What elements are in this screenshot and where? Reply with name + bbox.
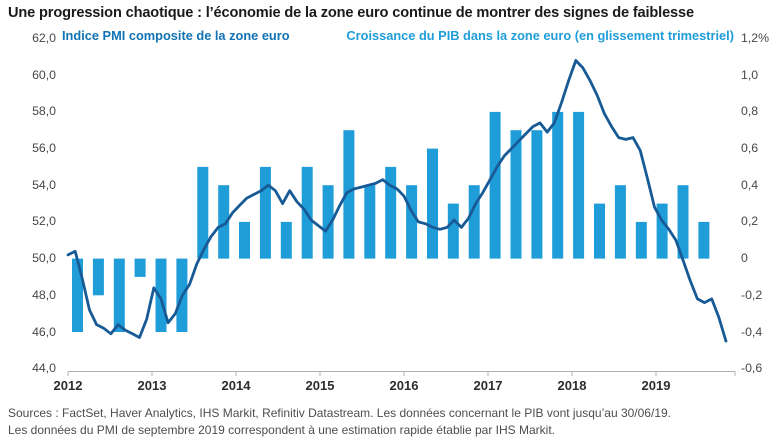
gdp-bar	[469, 185, 480, 258]
gdp-bar	[114, 259, 125, 332]
year-label: 2013	[137, 378, 167, 393]
gdp-bar	[239, 222, 250, 259]
gdp-bar	[448, 204, 459, 259]
gdp-bar	[594, 204, 605, 259]
year-label: 2012	[53, 378, 83, 393]
source-note-line1: Sources : FactSet, Haver Analytics, IHS Markit, Refinitiv Datastream. Les données concernant le PIB vont jusqu’au 30/06/19.	[8, 406, 671, 420]
left-axis-tick: 48,0	[32, 287, 56, 302]
gdp-bar	[406, 185, 417, 258]
right-axis-tick: 0,6	[741, 141, 759, 156]
left-axis-tick: 54,0	[32, 177, 56, 192]
year-label: 2014	[221, 378, 251, 393]
pmi-series-label: Indice PMI composite de la zone euro	[62, 28, 290, 43]
left-axis-tick: 46,0	[32, 324, 56, 339]
gdp-bar	[552, 112, 563, 259]
gdp-bar	[636, 222, 647, 259]
gdp-bar	[490, 112, 501, 259]
gdp-bar	[281, 222, 292, 259]
right-axis-tick: 1,0	[741, 67, 759, 82]
gdp-bar	[260, 167, 271, 259]
source-note-line2: Les données du PMI de septembre 2019 correspondent à une estimation rapide établie par IHS Markit.	[8, 423, 555, 437]
left-axis-tick: 58,0	[32, 104, 56, 119]
left-axis-tick: 52,0	[32, 214, 56, 229]
left-axis-tick: 56,0	[32, 141, 56, 156]
gdp-bar	[135, 259, 146, 277]
right-axis-tick: -0,2	[741, 287, 763, 302]
pmi-line	[68, 61, 726, 342]
right-axis-tick: 1,2%	[741, 31, 770, 45]
right-axis-tick: 0,2	[741, 214, 759, 229]
year-label: 2016	[389, 378, 419, 393]
gdp-bar	[93, 259, 104, 296]
gdp-bar	[427, 149, 438, 259]
year-label: 2019	[641, 378, 671, 393]
right-axis-tick: 0	[741, 251, 748, 266]
chart-title: Une progression chaotique : l’économie de la zone euro continue de montrer des signes de faiblesse	[8, 5, 694, 21]
right-axis-tick: -0,4	[741, 324, 763, 339]
right-axis-tick: 0,4	[741, 177, 759, 192]
gdp-bar	[573, 112, 584, 259]
left-axis-tick: 62,0	[32, 31, 56, 45]
left-axis-tick: 60,0	[32, 67, 56, 82]
year-label: 2017	[473, 378, 503, 393]
gdp-bar	[385, 167, 396, 259]
year-label: 2018	[557, 378, 587, 393]
gdp-bar	[615, 185, 626, 258]
gdp-series-label: Croissance du PIB dans la zone euro (en glissement trimestriel)	[346, 28, 734, 43]
right-axis-tick: -0,6	[741, 361, 763, 376]
gdp-bar	[698, 222, 709, 259]
right-axis-tick: 0,8	[741, 104, 759, 119]
gdp-bar	[364, 185, 375, 258]
left-axis-tick: 44,0	[32, 361, 56, 376]
year-label: 2015	[305, 378, 335, 393]
left-axis-tick: 50,0	[32, 251, 56, 266]
gdp-bar	[531, 130, 542, 258]
